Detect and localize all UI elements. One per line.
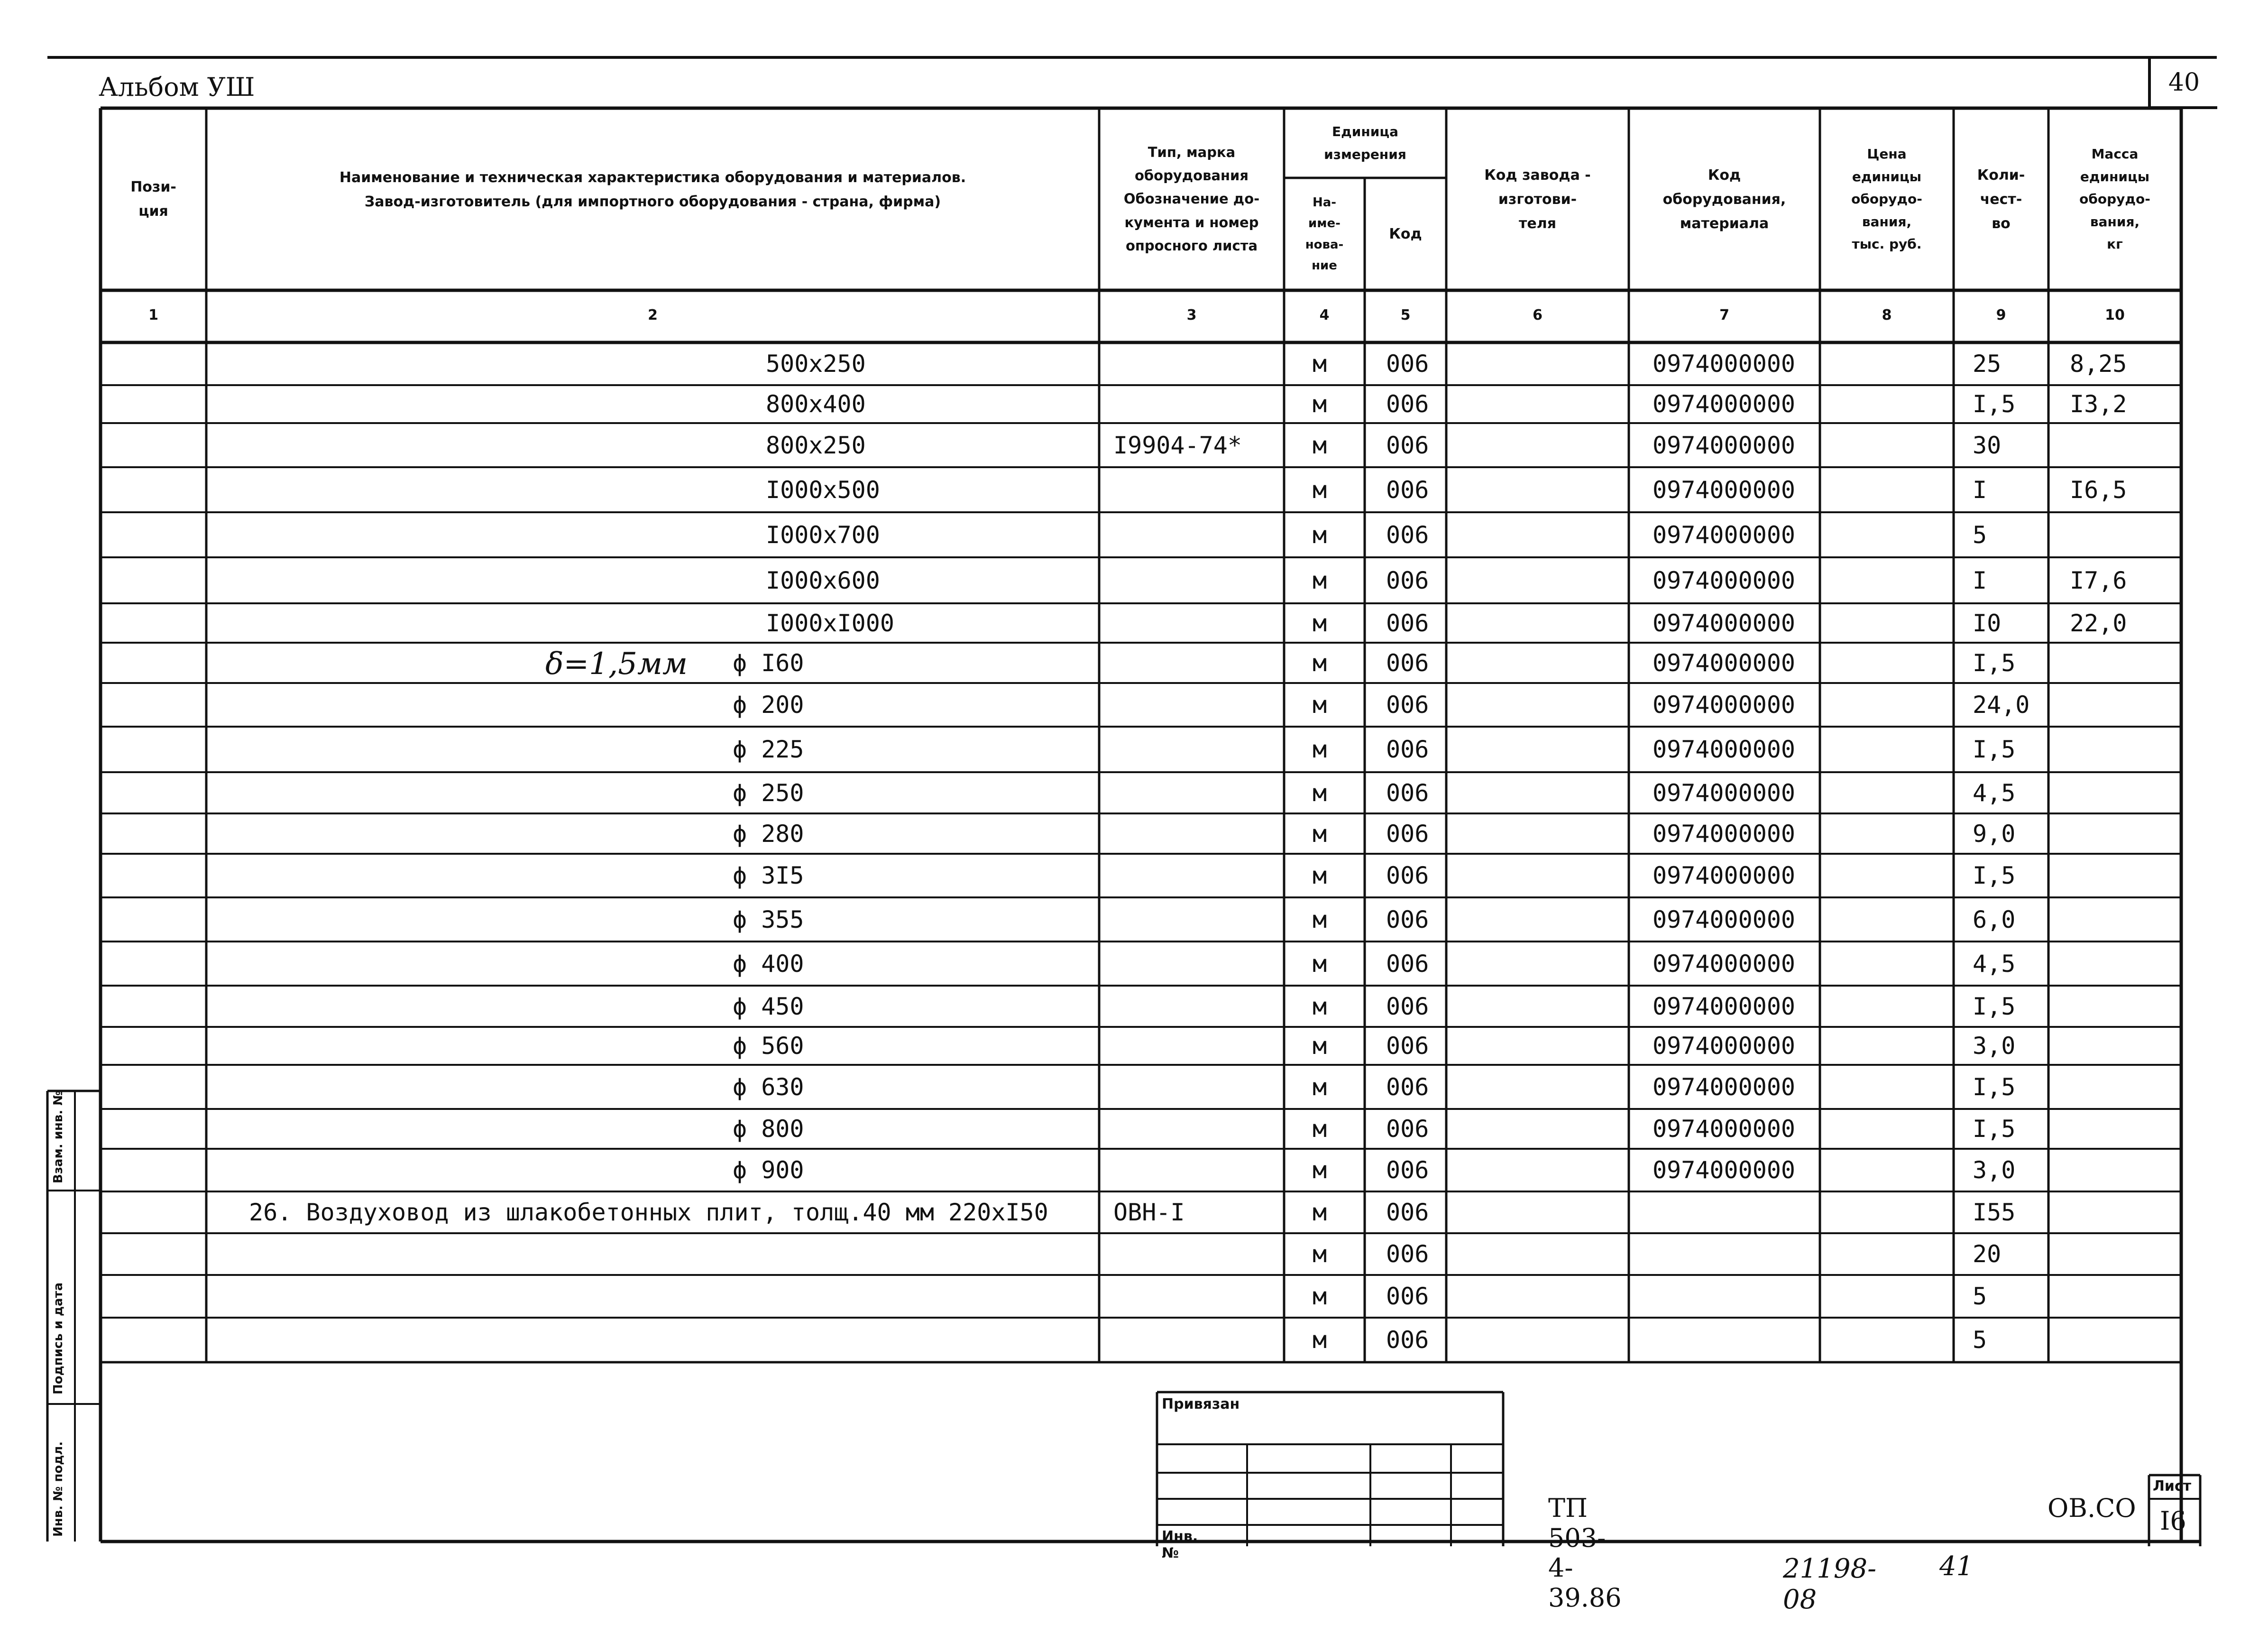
sheet-label: Лист — [2153, 1478, 2192, 1495]
handwritten-note: δ=1,5мм — [545, 646, 688, 682]
header-col4-line: ние — [1312, 258, 1337, 273]
equipment-code: 0974000000 — [1653, 905, 1796, 933]
unit-name: м — [1313, 609, 1327, 637]
quantity: I — [1973, 566, 1987, 594]
unit-code: 006 — [1386, 1283, 1429, 1310]
unit-name: м — [1313, 431, 1327, 459]
item-name: ϕ 800 — [733, 1115, 804, 1143]
equipment-type: I9904-74* — [1113, 431, 1242, 459]
footer-code: 21198-08 — [1783, 1553, 1877, 1615]
column-number: 3 — [1186, 307, 1197, 323]
column-number: 8 — [1882, 307, 1892, 323]
unit-code: 006 — [1386, 431, 1429, 459]
quantity: I,5 — [1973, 736, 2016, 763]
unit-name: м — [1313, 1283, 1327, 1310]
header-col1-line: Пози- — [130, 179, 176, 195]
equipment-code: 0974000000 — [1653, 1073, 1796, 1101]
unit-code: 006 — [1386, 736, 1429, 763]
unit-name: м — [1313, 521, 1327, 549]
document-number: ТП 503-4-39.86 — [1548, 1493, 1622, 1613]
quantity: 24,0 — [1973, 691, 2030, 719]
page-number: 40 — [2168, 68, 2200, 97]
quantity: 3,0 — [1973, 1032, 2016, 1060]
column-number: 1 — [148, 307, 158, 323]
item-name: ϕ 450 — [733, 992, 804, 1020]
equipment-code: 0974000000 — [1653, 736, 1796, 763]
item-name: 800х400 — [766, 390, 866, 418]
inv-number-label: Инв. № — [1162, 1528, 1198, 1561]
item-name: ϕ 355 — [733, 905, 804, 933]
header-col3 — [1099, 108, 1284, 290]
unit-code: 006 — [1386, 566, 1429, 594]
item-name: ϕ 225 — [733, 736, 804, 763]
quantity: I,5 — [1973, 390, 2016, 418]
equipment-code: 0974000000 — [1653, 431, 1796, 459]
header-col4-line: нова- — [1305, 237, 1344, 252]
item-name: 800х250 — [766, 431, 866, 459]
unit-mass: I3,2 — [2070, 390, 2127, 418]
header-col2-line: Завод-изготовитель (для импортного оборудования - страна, фирма) — [364, 194, 941, 210]
quantity: I55 — [1973, 1199, 2016, 1226]
column-number: 7 — [1719, 307, 1729, 323]
header-col9-line: во — [1992, 215, 2011, 232]
item-name: ϕ 3I5 — [733, 862, 804, 889]
footer-page: 41 — [1939, 1551, 1974, 1582]
header-col2 — [206, 108, 1099, 271]
header-col5-line: Код — [1389, 226, 1422, 242]
unit-name: м — [1313, 350, 1327, 378]
unit-code: 006 — [1386, 649, 1429, 677]
unit-mass: I7,6 — [2070, 566, 2127, 594]
quantity: 4,5 — [1973, 779, 2016, 807]
header-col7-line: Код — [1708, 166, 1741, 184]
header-col10-line: Масса — [2091, 146, 2139, 162]
header-col6-line: Код завода - — [1484, 166, 1591, 184]
header-col8-line: единицы — [1852, 168, 1922, 185]
quantity: I,5 — [1973, 862, 2016, 889]
header-col9-line: Коли- — [1977, 166, 2025, 184]
unit-name: м — [1313, 905, 1327, 933]
column-number: 4 — [1319, 307, 1330, 323]
header-col3-line: кумента и номер — [1124, 214, 1259, 231]
header-col6-line: теля — [1519, 215, 1556, 232]
unit-name: м — [1313, 1326, 1327, 1354]
unit-name: м — [1313, 1073, 1327, 1101]
header-col4-line: име- — [1308, 216, 1341, 231]
quantity: I,5 — [1973, 992, 2016, 1020]
equipment-code: 0974000000 — [1653, 779, 1796, 807]
unit-code: 006 — [1386, 1032, 1429, 1060]
header-col1-line: ция — [138, 203, 168, 220]
column-number: 10 — [2105, 307, 2125, 323]
header-col5 — [1365, 178, 1446, 290]
header-col9 — [1954, 108, 2048, 290]
unit-name: м — [1313, 992, 1327, 1020]
item-name: I000х700 — [766, 521, 880, 549]
item-name: ϕ 200 — [733, 691, 804, 719]
equipment-code: 0974000000 — [1653, 992, 1796, 1020]
equipment-code: 0974000000 — [1653, 649, 1796, 677]
unit-code: 006 — [1386, 521, 1429, 549]
equipment-code: 0974000000 — [1653, 1115, 1796, 1143]
item-name: ϕ 630 — [733, 1073, 804, 1101]
quantity: 20 — [1973, 1240, 2002, 1268]
equipment-code: 0974000000 — [1653, 476, 1796, 504]
unit-code: 006 — [1386, 1199, 1429, 1226]
item-name: 26. Воздуховод из шлакобетонных плит, толщ.40 мм 220хI50 — [249, 1199, 1048, 1226]
header-col3-line: Тип, марка — [1148, 144, 1236, 160]
header-col8-line: оборудо- — [1851, 191, 1922, 207]
header-col3-line: опросного листа — [1125, 237, 1258, 254]
privyazan-label: Привязан — [1162, 1396, 1240, 1413]
unit-code: 006 — [1386, 992, 1429, 1020]
unit-name: м — [1313, 950, 1327, 978]
side-label-signature-date: Подпись и дата — [51, 1282, 65, 1394]
header-col10 — [2048, 108, 2181, 290]
unit-code: 006 — [1386, 609, 1429, 637]
equipment-code: 0974000000 — [1653, 350, 1796, 378]
quantity: I — [1973, 476, 1987, 504]
quantity: 5 — [1973, 1326, 1987, 1354]
unit-name: м — [1313, 736, 1327, 763]
item-name: I000х600 — [766, 566, 880, 594]
quantity: 3,0 — [1973, 1156, 2016, 1184]
header-col10-line: единицы — [2080, 168, 2150, 185]
item-name: ϕ 560 — [733, 1032, 804, 1060]
header-col2-line: Наименование и техническая характеристика оборудования и материалов. — [339, 169, 966, 186]
unit-name: м — [1313, 1032, 1327, 1060]
header-col6-line: изготови- — [1498, 191, 1577, 208]
unit-code: 006 — [1386, 1326, 1429, 1354]
quantity: 5 — [1973, 521, 1987, 549]
header-col3-line: Обозначение до- — [1123, 191, 1260, 207]
column-number: 2 — [648, 307, 658, 323]
header-col7-line: оборудования, — [1662, 191, 1786, 208]
sheet-number: I6 — [2160, 1506, 2186, 1536]
unit-code: 006 — [1386, 862, 1429, 889]
item-name: ϕ I60 — [733, 649, 804, 677]
unit-code: 006 — [1386, 1156, 1429, 1184]
quantity: I,5 — [1973, 1073, 2016, 1101]
equipment-code: 0974000000 — [1653, 521, 1796, 549]
item-name: ϕ 250 — [733, 779, 804, 807]
quantity: I,5 — [1973, 649, 2016, 677]
unit-name: м — [1313, 820, 1327, 848]
equipment-code: 0974000000 — [1653, 820, 1796, 848]
unit-code: 006 — [1386, 476, 1429, 504]
album-title: Альбом УШ — [99, 72, 255, 102]
equipment-code: 0974000000 — [1653, 1032, 1796, 1060]
quantity: I,5 — [1973, 1115, 2016, 1143]
section-code: ОВ.СО — [2048, 1493, 2136, 1523]
unit-code: 006 — [1386, 1115, 1429, 1143]
unit-name: м — [1313, 691, 1327, 719]
quantity: 30 — [1973, 431, 2002, 459]
unit-name: м — [1313, 1240, 1327, 1268]
equipment-code: 0974000000 — [1653, 691, 1796, 719]
unit-name: м — [1313, 779, 1327, 807]
header-col6 — [1446, 108, 1629, 290]
unit-name: м — [1313, 390, 1327, 418]
item-name: 500х250 — [766, 350, 866, 378]
header-col7-line: материала — [1680, 215, 1769, 232]
header-col8-line: тыс. руб. — [1852, 236, 1922, 252]
header-col7 — [1629, 108, 1820, 290]
header-col10-line: вания, — [2090, 213, 2140, 230]
unit-mass: 22,0 — [2070, 609, 2127, 637]
equipment-code: 0974000000 — [1653, 862, 1796, 889]
equipment-code: 0974000000 — [1653, 950, 1796, 978]
item-name: ϕ 900 — [733, 1156, 804, 1184]
side-label-vzam: Взам. инв. № — [51, 1090, 65, 1183]
unit-name: м — [1313, 1115, 1327, 1143]
unit-code: 006 — [1386, 820, 1429, 848]
equipment-code: 0974000000 — [1653, 1156, 1796, 1184]
unit-mass: 8,25 — [2070, 350, 2127, 378]
unit-name: м — [1313, 1156, 1327, 1184]
column-number: 9 — [1996, 307, 2006, 323]
side-label-inv-podl: Инв. № подл. — [51, 1441, 65, 1537]
unit-code: 006 — [1386, 390, 1429, 418]
header-col8 — [1820, 108, 1954, 290]
header-unit_group-line: Единица — [1332, 123, 1398, 139]
unit-code: 006 — [1386, 691, 1429, 719]
unit-name: м — [1313, 1199, 1327, 1226]
item-name: I000х500 — [766, 476, 880, 504]
header-col10-line: кг — [2107, 236, 2123, 252]
unit-code: 006 — [1386, 779, 1429, 807]
unit-name: м — [1313, 649, 1327, 677]
header-unit_group-line: измерения — [1324, 146, 1406, 162]
unit-code: 006 — [1386, 950, 1429, 978]
header-col4 — [1284, 178, 1365, 290]
item-name: I000хI000 — [766, 609, 894, 637]
header-col8-line: Цена — [1867, 146, 1907, 162]
quantity: I0 — [1973, 609, 2002, 637]
unit-code: 006 — [1386, 1240, 1429, 1268]
unit-mass: I6,5 — [2070, 476, 2127, 504]
unit-name: м — [1313, 476, 1327, 504]
column-number: 5 — [1400, 307, 1411, 323]
header-col4-line: На- — [1312, 195, 1337, 210]
unit-name: м — [1313, 862, 1327, 889]
quantity: 4,5 — [1973, 950, 2016, 978]
unit-code: 006 — [1386, 350, 1429, 378]
equipment-code: 0974000000 — [1653, 609, 1796, 637]
quantity: 6,0 — [1973, 905, 2016, 933]
item-name: ϕ 280 — [733, 820, 804, 848]
unit-code: 006 — [1386, 1073, 1429, 1101]
equipment-code: 0974000000 — [1653, 390, 1796, 418]
header-col3-line: оборудования — [1134, 167, 1249, 184]
header-unit_group — [1284, 108, 1446, 178]
quantity: 5 — [1973, 1283, 1987, 1310]
column-number: 6 — [1533, 307, 1543, 323]
unit-name: м — [1313, 566, 1327, 594]
equipment-type: ОВН-I — [1113, 1199, 1185, 1226]
quantity: 25 — [1973, 350, 2002, 378]
item-name: ϕ 400 — [733, 950, 804, 978]
header-col9-line: чест- — [1980, 191, 2022, 208]
equipment-code: 0974000000 — [1653, 566, 1796, 594]
header-col8-line: вания, — [1862, 213, 1912, 230]
header-col1 — [101, 108, 206, 290]
quantity: 9,0 — [1973, 820, 2016, 848]
header-col10-line: оборудо- — [2079, 191, 2150, 207]
unit-code: 006 — [1386, 905, 1429, 933]
